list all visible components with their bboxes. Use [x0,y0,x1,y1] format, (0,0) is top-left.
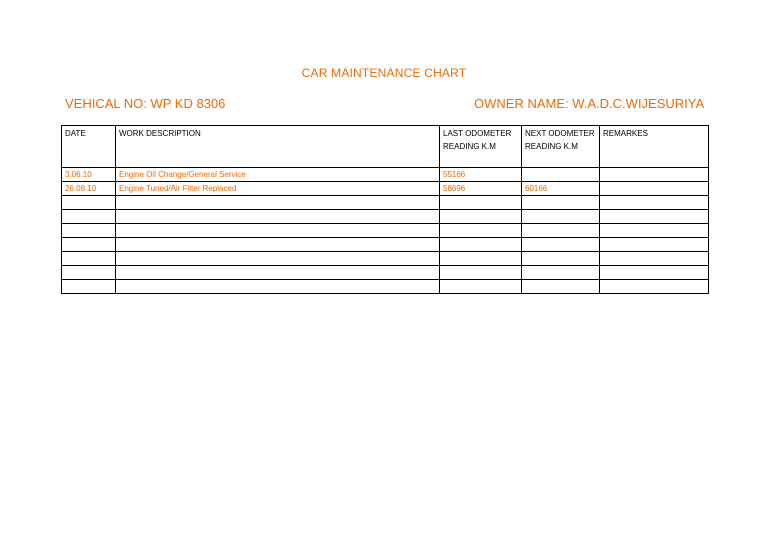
cell-date: 26.08.10 [62,182,116,196]
cell-last-odometer [440,196,522,210]
table-row [62,210,709,224]
cell-work-description [116,224,440,238]
cell-remarks [600,168,709,182]
cell-work-description [116,280,440,294]
cell-work-description: Engine Tuned/Air Filter Replaced [116,182,440,196]
column-header-work-description: WORK DESCRIPTION [116,126,440,168]
cell-remarks [600,182,709,196]
cell-date [62,252,116,266]
cell-next-odometer [522,210,600,224]
cell-next-odometer [522,224,600,238]
cell-remarks [600,210,709,224]
cell-date [62,224,116,238]
table-row [62,266,709,280]
cell-work-description [116,210,440,224]
cell-last-odometer [440,252,522,266]
cell-next-odometer [522,168,600,182]
cell-next-odometer [522,252,600,266]
table-row [62,196,709,210]
column-header-last-odometer: LAST ODOMETER READING K.M [440,126,522,168]
cell-next-odometer [522,238,600,252]
document-title: CAR MAINTENANCE CHART [301,66,467,80]
cell-last-odometer [440,238,522,252]
cell-work-description: Engine Oil Change/General Service [116,168,440,182]
cell-last-odometer [440,210,522,224]
cell-work-description [116,266,440,280]
cell-date [62,196,116,210]
table-row [62,252,709,266]
table-header-row [62,126,709,168]
cell-remarks [600,252,709,266]
cell-date [62,238,116,252]
cell-next-odometer: 60166 [522,182,600,196]
cell-next-odometer [522,280,600,294]
cell-remarks [600,224,709,238]
cell-date [62,280,116,294]
cell-remarks [600,196,709,210]
maintenance-table [61,125,709,294]
cell-next-odometer [522,196,600,210]
table-row [62,280,709,294]
column-header-remarks: REMARKES [600,126,709,168]
cell-remarks [600,266,709,280]
cell-work-description [116,196,440,210]
cell-work-description [116,252,440,266]
cell-work-description [116,238,440,252]
cell-last-odometer [440,266,522,280]
cell-last-odometer: 55166 [440,168,522,182]
cell-last-odometer [440,280,522,294]
cell-date [62,266,116,280]
vehicle-number: VEHICAL NO: WP KD 8306 [65,96,226,111]
owner-name: OWNER NAME: W.A.D.C.WIJESURIYA [474,96,705,111]
table-row [62,182,709,196]
table-row [62,238,709,252]
table-row [62,168,709,182]
cell-next-odometer [522,266,600,280]
column-header-date: DATE [62,126,116,168]
cell-last-odometer [440,224,522,238]
cell-date: 3.06.10 [62,168,116,182]
column-header-next-odometer: NEXT ODOMETER READING K.M [522,126,600,168]
table-row [62,224,709,238]
cell-remarks [600,280,709,294]
cell-remarks [600,238,709,252]
cell-date [62,210,116,224]
cell-last-odometer: 58696 [440,182,522,196]
